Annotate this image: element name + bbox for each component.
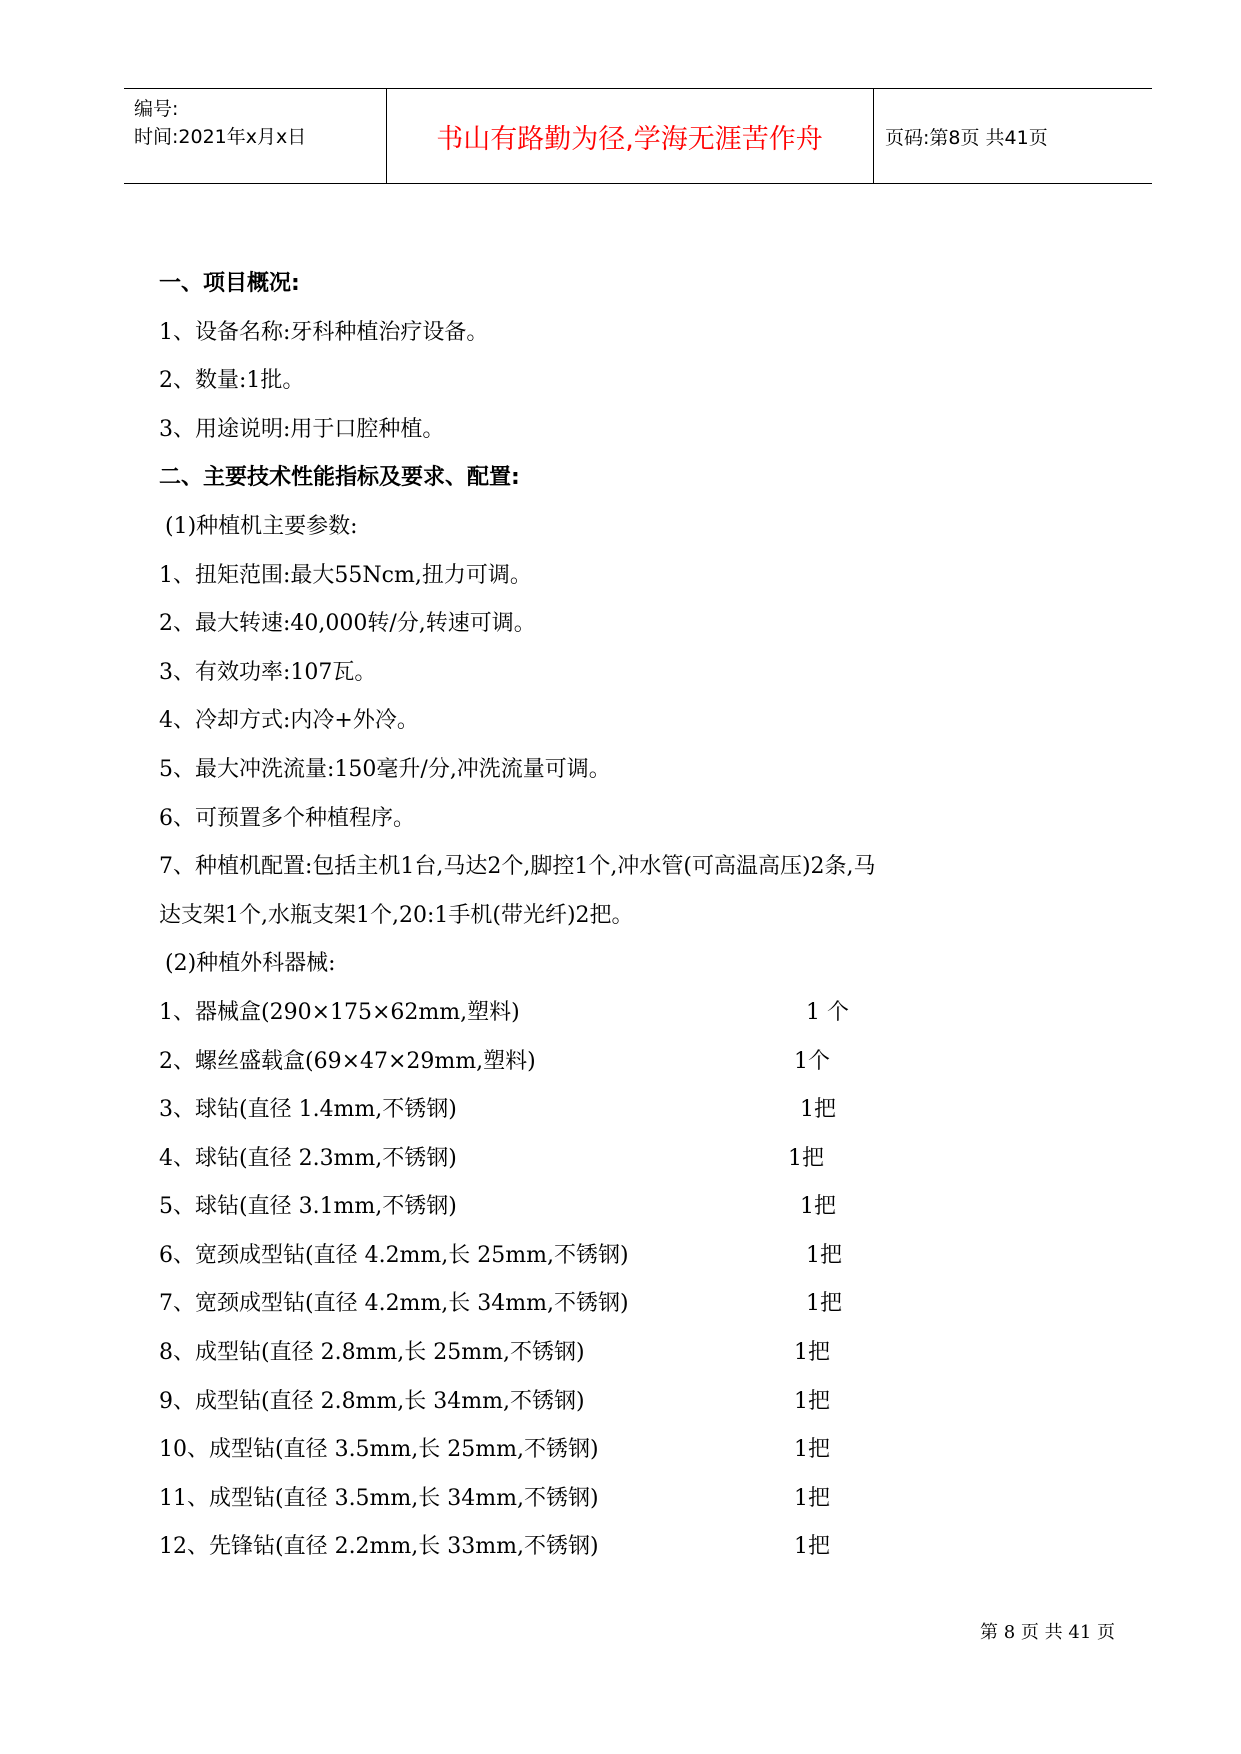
item-text: 4、球钻(直径 2.3mm,不锈钢) (159, 1145, 457, 1171)
list-item (159, 1386, 1139, 1435)
header-divider (873, 89, 874, 183)
header-page-number: 页码:第8页 共41页 (885, 126, 1048, 149)
list-item (159, 1337, 1139, 1386)
item-text: 9、成型钻(直径 2.8mm,长 34mm,不锈钢) (159, 1388, 585, 1414)
list-item (159, 1483, 1139, 1532)
item-text: 8、成型钻(直径 2.8mm,长 25mm,不锈钢) (159, 1340, 585, 1366)
paragraph: 2、数量:1批。 (159, 368, 305, 394)
paragraph: 5、最大冲洗流量:150毫升/分,冲洗流量可调。 (159, 756, 611, 782)
item-quantity: 1把 (806, 1291, 842, 1317)
paragraph: 3、有效功率:107瓦。 (159, 659, 377, 685)
item-quantity: 1把 (794, 1340, 830, 1366)
section-title: 一、项目概况: (159, 271, 300, 296)
time-label: 时间:2021年x月x日 (134, 126, 307, 148)
paragraph: 7、种植机配置:包括主机1台,马达2个,脚控1个,冲水管(可高温高压)2条,马 (159, 854, 876, 880)
item-text: 10、成型钻(直径 3.5mm,长 25mm,不锈钢) (159, 1437, 599, 1463)
item-text: 12、先锋钻(直径 2.2mm,长 33mm,不锈钢) (159, 1534, 599, 1560)
list-item (159, 1046, 1139, 1095)
paragraph: 1、设备名称:牙科种植治疗设备。 (159, 319, 489, 345)
item-quantity: 1把 (806, 1242, 842, 1268)
item-quantity: 1把 (800, 1194, 836, 1220)
item-quantity: 1把 (800, 1097, 836, 1123)
list-item (159, 1288, 1139, 1337)
item-text: 6、宽颈成型钻(直径 4.2mm,长 25mm,不锈钢) (159, 1242, 629, 1268)
paragraph: 4、冷却方式:内冷+外冷。 (159, 708, 419, 734)
list-item (159, 1191, 1139, 1240)
paragraph: 1、扭矩范围:最大55Ncm,扭力可调。 (159, 562, 532, 588)
paragraph: 3、用途说明:用于口腔种植。 (159, 416, 445, 442)
paragraph: 6、可预置多个种植程序。 (159, 805, 415, 831)
document-body (159, 268, 1139, 1580)
item-quantity: 1把 (794, 1534, 830, 1560)
item-quantity: 1把 (794, 1388, 830, 1414)
list-item (159, 1094, 1139, 1143)
item-quantity: 1把 (788, 1145, 824, 1171)
page-footer: 第 8 页 共 41 页 (980, 1622, 1115, 1643)
list-item (159, 1143, 1139, 1192)
item-text: 7、宽颈成型钻(直径 4.2mm,长 34mm,不锈钢) (159, 1291, 629, 1317)
item-text: 3、球钻(直径 1.4mm,不锈钢) (159, 1097, 457, 1123)
subsection-title: (1)种植机主要参数: (165, 513, 358, 539)
item-text: 2、螺丝盛载盒(69×47×29mm,塑料) (159, 1048, 536, 1074)
list-item (159, 1434, 1139, 1483)
paragraph: 2、最大转速:40,000转/分,转速可调。 (159, 611, 536, 637)
item-quantity: 1把 (794, 1485, 830, 1511)
subsection-title: (2)种植外科器械: (165, 951, 336, 977)
item-quantity: 1个 (794, 1048, 830, 1074)
section-title: 二、主要技术性能指标及要求、配置: (159, 465, 520, 491)
header-meta (134, 95, 306, 151)
item-text: 11、成型钻(直径 3.5mm,长 34mm,不锈钢) (159, 1485, 599, 1511)
item-quantity: 1 个 (806, 999, 849, 1025)
item-quantity: 1把 (794, 1437, 830, 1463)
list-item (159, 997, 1139, 1046)
paragraph: 达支架1个,水瓶支架1个,20:1手机(带光纤)2把。 (159, 902, 634, 928)
header-motto: 书山有路勤为径,学海无涯苦作舟 (436, 123, 823, 155)
item-text: 5、球钻(直径 3.1mm,不锈钢) (159, 1194, 457, 1220)
code-label: 编号: (134, 98, 179, 120)
page-header (124, 88, 1152, 184)
list-item (159, 1240, 1139, 1289)
list-item (159, 1531, 1139, 1580)
item-text: 1、器械盒(290×175×62mm,塑料) (159, 999, 520, 1025)
